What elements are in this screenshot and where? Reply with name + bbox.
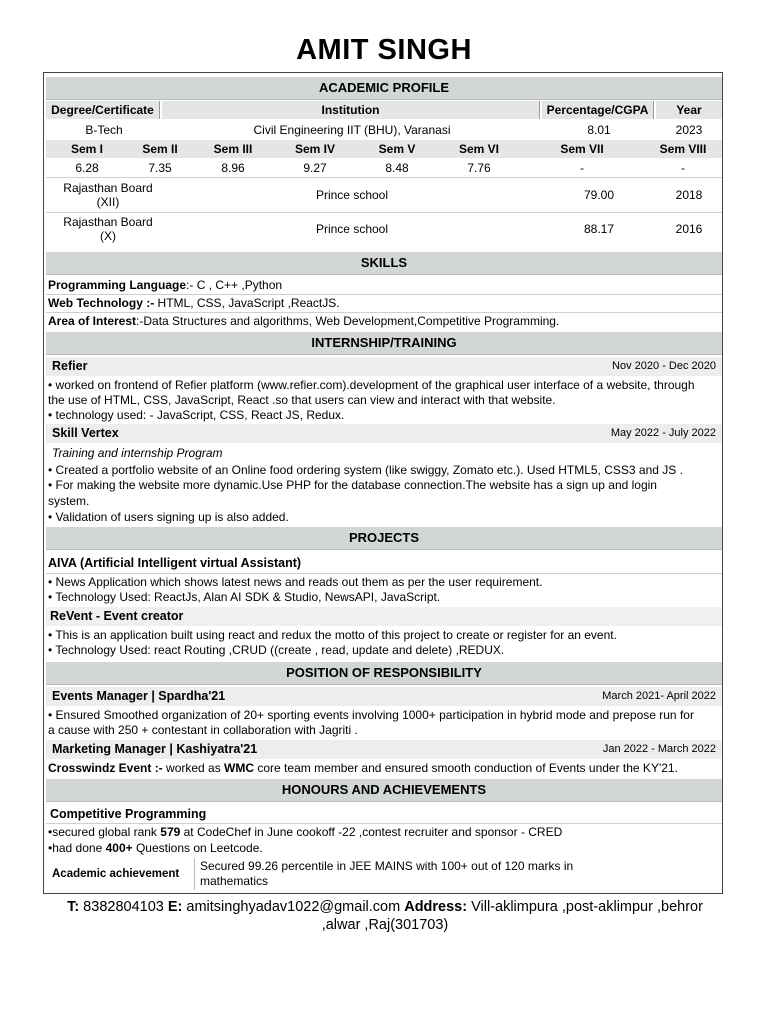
sem-header: Sem VII	[560, 142, 604, 156]
section-position-of-responsibility: POSITION OF RESPONSIBILITY	[46, 662, 722, 685]
resume-frame	[43, 72, 723, 894]
cp-rank-line	[48, 825, 718, 840]
skills-interest	[48, 314, 718, 329]
sem-value: 7.76	[467, 161, 491, 175]
cp-rank-text: •secured global rank	[48, 825, 161, 839]
spardha-line: • Ensured Smoothed organization of 20+ sporting events involving 1000+ participation in hybrid mode and prepose run for	[48, 708, 694, 722]
skillvertex-line: • For making the website more dynamic.Use PHP for the database connection.The website has a sign up and login	[48, 478, 657, 492]
phone-label: T:	[67, 899, 80, 915]
section-projects: PROJECTS	[46, 527, 722, 550]
refier-name: Refier	[52, 359, 88, 373]
refier-date: Nov 2020 - Dec 2020	[612, 360, 716, 372]
academic-achievement-line2: mathematics	[200, 874, 269, 888]
academic-achievement-label-cell	[48, 858, 195, 890]
kashiyatra-header	[46, 740, 722, 759]
row-divider	[46, 212, 722, 213]
leetcode-text: Questions on Leetcode.	[132, 841, 263, 855]
aiva-name: AIVA (Artificial Intelligent virtual Assistant)	[48, 556, 302, 570]
address-line2: ,alwar ,Raj(301703)	[321, 917, 449, 933]
skillvertex-line: • Validation of users signing up is also added.	[48, 510, 289, 524]
section-skills: SKILLS	[46, 252, 722, 275]
wmc-text: WMC	[224, 761, 255, 775]
address-line1: Vill-aklimpura ,post-aklimpur ,behror	[467, 899, 703, 915]
xii-degree	[46, 181, 170, 209]
refier-line: the use of HTML, CSS, JavaScript, React .so that users can view and interact with that website.	[48, 393, 556, 407]
btech-score: 8.01	[587, 123, 611, 137]
cp-title: Competitive Programming	[50, 807, 207, 821]
spardha-header	[46, 687, 722, 706]
cp-rank-text: at CodeChef in June cookoff -22 ,contest recruiter and sponsor - CRED	[180, 825, 563, 839]
row-divider	[46, 177, 722, 178]
aiva-line: • Technology Used: ReactJs, Alan AI SDK & Studio, NewsAPI, JavaScript.	[48, 590, 441, 604]
x-score: 88.17	[583, 222, 615, 236]
spardha-name: Events Manager | Spardha'21	[52, 689, 226, 703]
x-degree-line2: (X)	[100, 229, 116, 243]
row-divider	[46, 312, 722, 313]
btech-degree: B-Tech	[85, 123, 123, 137]
row-divider	[46, 294, 722, 295]
contact-footer	[40, 898, 730, 934]
skills-web-value: HTML, CSS, JavaScript ,ReactJS.	[154, 296, 340, 310]
btech-year: 2023	[675, 123, 703, 137]
academic-achievement-label: Academic achievement	[52, 868, 180, 880]
sem-value: -	[681, 161, 685, 175]
row-divider	[46, 823, 722, 824]
sem-value: 7.35	[148, 161, 172, 175]
header-percentage: Percentage/CGPA	[542, 101, 654, 119]
skills-prog-label: Programming Language	[48, 278, 187, 292]
xii-score: 79.00	[583, 188, 615, 202]
skills-programming	[48, 278, 718, 293]
sem-value: 8.96	[221, 161, 245, 175]
skills-interest-label: Area of Interest	[48, 314, 137, 328]
sem-header: Sem VIII	[659, 142, 707, 156]
sem-value: -	[580, 161, 584, 175]
leetcode-text: •had done	[48, 841, 106, 855]
cp-rank-number: 579	[160, 825, 181, 839]
skillvertex-line: system.	[48, 494, 90, 508]
skillvertex-subtitle	[52, 446, 722, 461]
revent-header	[46, 607, 722, 626]
resume-name: AMIT SINGH	[296, 34, 472, 66]
spardha-date: March 2021- April 2022	[602, 690, 716, 702]
internship-skillvertex-header	[46, 424, 722, 443]
refier-line: • worked on frontend of Refier platform (www.refier.com).development of the graphical user interface of a website, through	[48, 378, 695, 392]
header-degree: Degree/Certificate	[46, 101, 160, 119]
xii-degree-line1: Rajasthan Board	[63, 181, 153, 195]
skills-prog-value: :- C , C++ ,Python	[186, 278, 283, 292]
sem-header: Sem II	[142, 142, 178, 156]
skillvertex-name: Skill Vertex	[52, 426, 119, 440]
sem-value: 9.27	[303, 161, 327, 175]
refier-line: • technology used: - JavaScript, CSS, React JS, Redux.	[48, 408, 345, 422]
xii-year: 2018	[675, 188, 703, 202]
sem-value: 6.28	[75, 161, 99, 175]
kashiyatra-text: core team member and ensured smooth conduction of Events under the KY'21.	[254, 761, 678, 775]
btech-institution: Civil Engineering IIT (BHU), Varanasi	[253, 123, 451, 137]
email-address: amitsinghyadav1022@gmail.com	[182, 899, 405, 915]
header-year: Year	[656, 101, 722, 119]
kashiyatra-name: Marketing Manager | Kashiyatra'21	[52, 742, 258, 756]
x-institution: Prince school	[315, 222, 389, 236]
revent-line: • This is an application built using react and redux the motto of this project to create or register for an event.	[48, 628, 617, 642]
leetcode-number: 400+	[105, 841, 133, 855]
academic-achievement-text	[200, 859, 720, 889]
x-degree	[46, 215, 170, 243]
x-year: 2016	[675, 222, 703, 236]
cp-leetcode-line	[48, 841, 718, 856]
sem-header: Sem VI	[458, 142, 500, 156]
row-divider	[46, 573, 722, 574]
semester-header-row	[46, 140, 722, 158]
skills-interest-value: :-Data Structures and algorithms, Web Development,Competitive Programming.	[136, 314, 560, 328]
sem-value: 8.48	[385, 161, 409, 175]
skillvertex-subtitle-text: Training and internship Program	[52, 446, 223, 460]
x-degree-line1: Rajasthan Board	[63, 215, 153, 229]
email-label: E:	[167, 899, 183, 915]
skills-web	[48, 296, 718, 311]
kashiyatra-text: worked as	[162, 761, 225, 775]
skills-web-label: Web Technology :-	[48, 296, 155, 310]
address-label: Address:	[404, 899, 468, 915]
skillvertex-date: May 2022 - July 2022	[610, 427, 716, 439]
revent-line: • Technology Used: react Routing ,CRUD ((create , read, update and delete) ,REDUX.	[48, 643, 505, 657]
section-honours: HONOURS AND ACHIEVEMENTS	[46, 779, 722, 802]
header-institution: Institution	[162, 101, 540, 119]
crosswindz-label: Crosswindz Event :-	[48, 761, 163, 775]
kashiyatra-date: Jan 2022 - March 2022	[602, 743, 716, 755]
xii-degree-line2: (XII)	[96, 195, 120, 209]
phone-number: 8382804103	[79, 899, 168, 915]
skillvertex-line: • Created a portfolio website of an Online food ordering system (like swiggy, Zomato etc.). Used HTML5, CSS3 and JS .	[48, 463, 683, 477]
spardha-line: a cause with 250 + contestant in collaboration with Jagriti .	[48, 723, 358, 737]
sem-header: Sem V	[378, 142, 416, 156]
sem-header: Sem IV	[294, 142, 336, 156]
section-internship: INTERNSHIP/TRAINING	[46, 332, 722, 355]
section-academic-profile: ACADEMIC PROFILE	[46, 77, 722, 100]
sem-header: Sem III	[213, 142, 253, 156]
revent-name: ReVent - Event creator	[50, 609, 184, 623]
internship-refier-header	[46, 357, 722, 376]
academic-achievement-line1: Secured 99.26 percentile in JEE MAINS with 100+ out of 120 marks in	[200, 859, 574, 873]
kashiyatra-line	[48, 761, 718, 776]
sem-header: Sem I	[70, 142, 103, 156]
xii-institution: Prince school	[315, 188, 389, 202]
aiva-line: • News Application which shows latest news and reads out them as per the user requirement.	[48, 575, 543, 589]
